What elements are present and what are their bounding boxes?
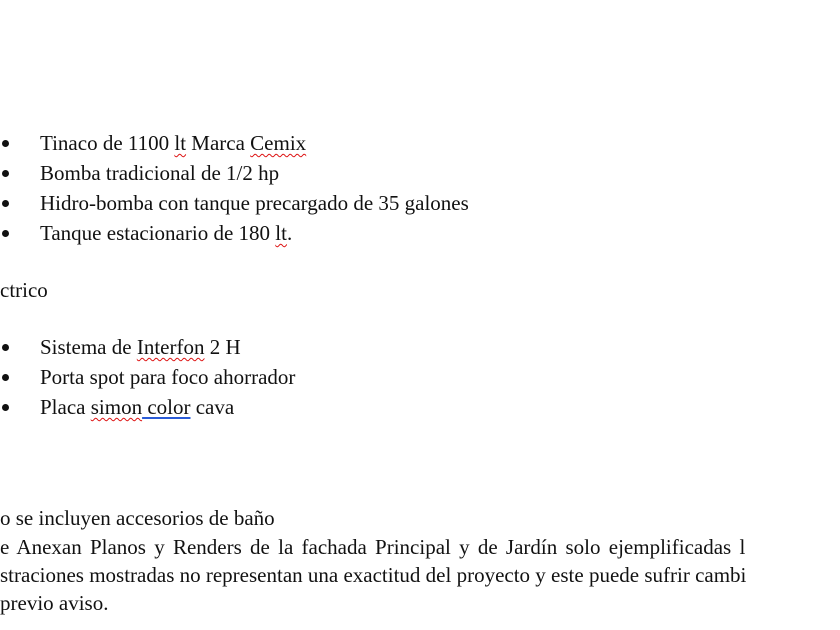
note-line: o se incluyen accesorios de baño: [0, 506, 275, 530]
bullet-icon: [2, 170, 9, 177]
bullet-icon: [2, 404, 9, 411]
item-text: Porta spot para foco ahorrador: [40, 365, 296, 389]
item-text: Tanque estacionario de 180: [40, 221, 276, 245]
bullet-icon: [2, 374, 9, 381]
item-text-flagged: simon: [90, 395, 143, 419]
item-text: Placa: [40, 395, 91, 419]
item-text: .: [286, 221, 293, 245]
item-text-flagged: lt: [275, 221, 287, 245]
bullet-icon: [2, 230, 9, 237]
note-line: straciones mostradas no representan una exactitud del proyecto y este puede sufrir cambi: [0, 563, 747, 587]
item-text-grammar-flagged: color: [142, 395, 191, 419]
item-text-flagged: Interfon: [136, 335, 205, 359]
bullet-icon: [2, 140, 9, 147]
item-text: 2 H: [204, 335, 241, 359]
bullet-icon: [2, 344, 9, 351]
item-text-flagged: Cemix: [250, 131, 307, 155]
note-line: previo aviso.: [0, 591, 109, 615]
item-text: cava: [190, 395, 235, 419]
note-line: e Anexan Planos y Renders de la fachada Principal y de Jardín solo ejemplificadas l: [0, 535, 746, 559]
bullet-icon: [2, 200, 9, 207]
item-text: Tinaco de 1100: [40, 131, 175, 155]
item-text-flagged: lt: [174, 131, 187, 155]
item-text: Bomba tradicional de 1/2 hp: [40, 161, 280, 185]
section-heading: ctrico: [0, 278, 48, 302]
item-text: Hidro-bomba con tanque precargado de 35 galones: [40, 191, 469, 215]
item-text: Sistema de: [40, 335, 137, 359]
item-text: Marca: [186, 131, 251, 155]
